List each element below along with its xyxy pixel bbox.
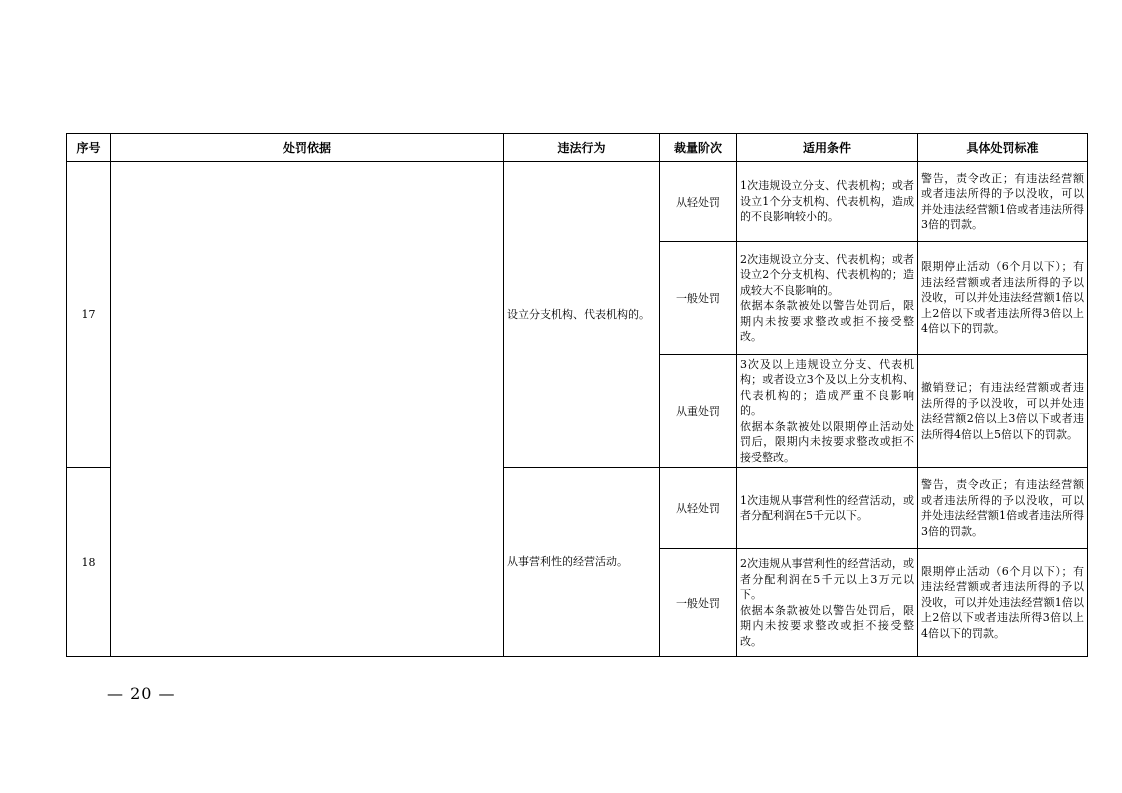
- item-number: 18: [67, 468, 111, 657]
- penalty-level: 从重处罚: [660, 355, 737, 468]
- condition-extra-text: 依据本条款被处以警告处罚后，限期内未按要求整改或拒不接受整改。: [740, 603, 914, 648]
- condition-text: 2次违规从事营利性的经营活动，或者分配利润在5千元以上3万元以下。: [740, 557, 914, 601]
- item-number: 17: [67, 162, 111, 468]
- violation-behavior: 设立分支机构、代表机构的。: [504, 162, 660, 468]
- penalty-level: 一般处罚: [660, 549, 737, 657]
- penalty-level: 一般处罚: [660, 242, 737, 355]
- penalty-level: 从轻处罚: [660, 468, 737, 549]
- header-behavior: 违法行为: [504, 134, 660, 162]
- applicable-condition: [737, 355, 918, 468]
- applicable-condition: [737, 468, 918, 549]
- header-basis: 处罚依据: [111, 134, 504, 162]
- penalty-standard: 警告，责令改正；有违法经营额或者违法所得的予以没收，可以并处违法经营额1倍或者违法所得3倍的罚款。: [918, 162, 1088, 242]
- condition-text: 1次违规从事营利性的经营活动，或者分配利润在5千元以下。: [740, 493, 914, 522]
- applicable-condition: [737, 242, 918, 355]
- condition-extra-text: 依据本条款被处以限期停止活动处罚后，限期内未按要求整改或拒不接受整改。: [740, 419, 914, 464]
- header-condition: 适用条件: [737, 134, 918, 162]
- penalty-standard: 限期停止活动（6个月以下）；有违法经营额或者违法所得的予以没收，可以并处违法经营额1倍以上2倍以下或者违法所得3倍以上4倍以下的罚款。: [918, 549, 1088, 657]
- penalty-level: 从轻处罚: [660, 162, 737, 242]
- condition-text: 1次违规设立分支、代表机构；或者设立1个分支机构、代表机构，造成的不良影响较小的。: [740, 179, 914, 224]
- condition-text: 3次及以上违规设立分支、代表机构；或者设立3个及以上分支机构、代表机构的；造成严重不良影响的。: [740, 357, 914, 418]
- penalty-standard: 警告，责令改正；有违法经营额或者违法所得的予以没收，可以并处违法经营额1倍或者违法所得3倍的罚款。: [918, 468, 1088, 549]
- penalty-standard-table: [66, 133, 1088, 657]
- applicable-condition: [737, 162, 918, 242]
- header-level: 裁量阶次: [660, 134, 737, 162]
- header-number: 序号: [67, 134, 111, 162]
- table-header-row: [67, 134, 1088, 162]
- applicable-condition: [737, 549, 918, 657]
- condition-text: 2次违规设立分支、代表机构；或者设立2个分支机构、代表机构的；造成较大不良影响的。: [740, 252, 914, 297]
- condition-extra-text: 依据本条款被处以警告处罚后，限期内未按要求整改或拒不接受整改。: [740, 299, 914, 343]
- violation-behavior: 从事营利性的经营活动。: [504, 468, 660, 657]
- penalty-standard: 限期停止活动（6个月以下）；有违法经营额或者违法所得的予以没收，可以并处违法经营额1倍以上2倍以下或者违法所得3倍以上4倍以下的罚款。: [918, 242, 1088, 355]
- penalty-standard: 撤销登记；有违法经营额或者违法所得的予以没收，可以并处违法经营额2倍以上3倍以下或者违法所得4倍以上5倍以下的罚款。: [918, 355, 1088, 468]
- header-standard: 具体处罚标准: [918, 134, 1088, 162]
- penalty-basis-cell: [111, 162, 504, 657]
- page-number: — 20 —: [107, 684, 176, 703]
- table-row: [67, 162, 1088, 242]
